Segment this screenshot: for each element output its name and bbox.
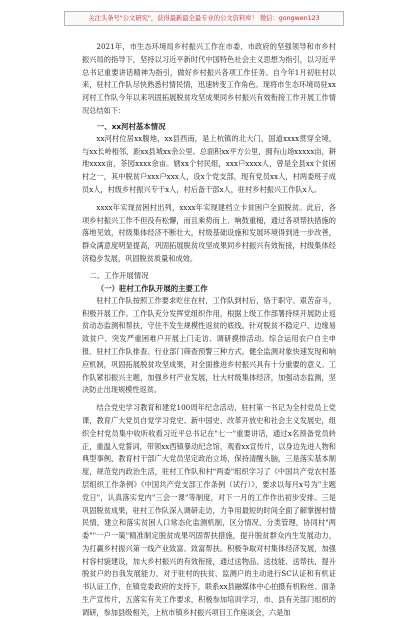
section2-heading: 二、工作开展情况 (89, 270, 149, 280)
banner-text: 关注头条号"公文研究"，获得最新最全最专业的公文资料库！ 微信：gongwen123 (88, 15, 320, 22)
section2-paragraph-1: 驻村工作队按照工作要求吃住在村，工作队到村后，恪于职守、艰苦奋斗，积极开展工作。工作队充分发挥党组织作用，根据上级工作部署持续开展防止返贫动态监测和帮扶，守住不发生规模性返贫的底线。针对脱贫不稳定户、边缘易致贫户、突发严重困难户开展上门走访、调研摸排活动。综合运用农户自主申报、驻村工作队排查、行业部门筛查预警三种方式，健全监测对象快速发现和响应机制，巩固拓展脱贫攻坚成果，对全面推进乡村振兴具有十分重要的意义。工作队紧扣振兴主题，加强乡村产业发展，壮大村级集体经济，加强动态监测，坚决防止出现规模性返贫。 (82, 295, 336, 395)
document-body (82, 41, 336, 620)
section2-paragraph-2: 结合党史学习教育和建党100周年纪念活动，驻村第一书记为全村党员上党课，教育广大党员自觉学习党史、新中国史、改革开放史和社会主义发展史，组织全村党员集中收听收看习近平总书记在"七一"重要讲话，通过x名预备党员转正，重温入党誓词，带领xx西镇暴动纪念馆，观看xx宣传片，以身边先进人物和典型事例，教育村干部广大党员坚定政治立场，保持清醒头脑，三是落实基本制度，规范党内政治生活，驻村工作队和村"两委"组织学习了《中国共产党农村基层组织工作条例》《中国共产党支部工作条例（试行）》，要求以每月x号为"主题党日"，认真落实党内"三会一课"等制度，对下一月的工作作出初步安排。三是巩固脱贫成果，驻村工作队深入调研走访，力争用最短的时间全面了解掌握村情民情，建立和落实贫困人口常态化监测机制，区分情况、分类管理，协同村"两委""一户一策"精准制定脱贫成果巩固帮扶措施，提升脱贫群众内生发展动力，为打赢乡村振兴第一线产业致富、致富帮扶。积极争取对村集体经济发展，加强村容村貌建设，加大乡村振兴的有效衔接，通过送物品、送技能、送帮扶，提升脱贫户的自我发展能力，对于驻村的扶贫、监测户的主动进行SC认证和有机证书认证工作，在镇党委政府的支持下，联系xx县融媒体中心拍摄有机粉丝、面条生产宣传片，五落实有关工作要求，积极参加培训学习，市、县有关部门组织的调研，参加县级相关，上杭市镇乡村振兴项目工作座谈会，六是加 (82, 403, 336, 617)
top-banner (64, 11, 344, 26)
section1-heading: 一、xx河村基本情况 (96, 121, 166, 131)
section1-paragraph-2: xxxx年实现贫困村出列，xxxx年实现建档立卡贫困户全面脱贫。此后，各项乡村振兴工作不但没有松懈，而且乘势而上、响鼓重槌，通过各项帮扶措施的落地见效，村级集体经济不断壮大，村级基础设施和发展环境得到进一步改善，群众满意度明显提高，巩固拓展脱贫攻坚成果同乡村振兴有效衔接，村级集体经济稳步发展，巩固脱贫质量和成效。 (82, 202, 336, 263)
intro-paragraph: 2021年，市生态环境局乡村振兴工作在市委、市政府的坚强领导和市乡村振兴局的指导下，坚持以习近平新时代中国特色社会主义思想为指引，以习近平总书记重要讲话精神为指引，做好乡村振兴各项工作任务。自今年1月初驻村以来，驻村工作队尽快熟悉村情民情，迅速转变工作角色。现将市生态环境局驻xx河村工作队今年以来巩固拓展脱贫攻坚成果同乡村振兴有效衔接工作开展工作情况总结如下： (82, 42, 336, 115)
subsection1-heading: （一）驻村工作队开展的主要工作 (96, 283, 208, 293)
section1-paragraph-1: xx河村位居xx腹地，xx县西南，是上杭镇的北大门，国道xxxx贯穿全境，与xx长岭相邻，距xx县城xx余公里。总面积xx平方公里，拥有山场xxxxx亩，耕地xxxx亩，茶园xxxx余亩。辖xx个村民组，xxx户xxxx人，曾是全县xx个贫困村之一，其中脱贫户xxx户xxx人，设x个党支部，现有党员xx人，村两委班子成员x人，村级乡村振兴专干x人，村后备干部x人，驻村乡村振兴工作队x人。 (82, 133, 336, 194)
